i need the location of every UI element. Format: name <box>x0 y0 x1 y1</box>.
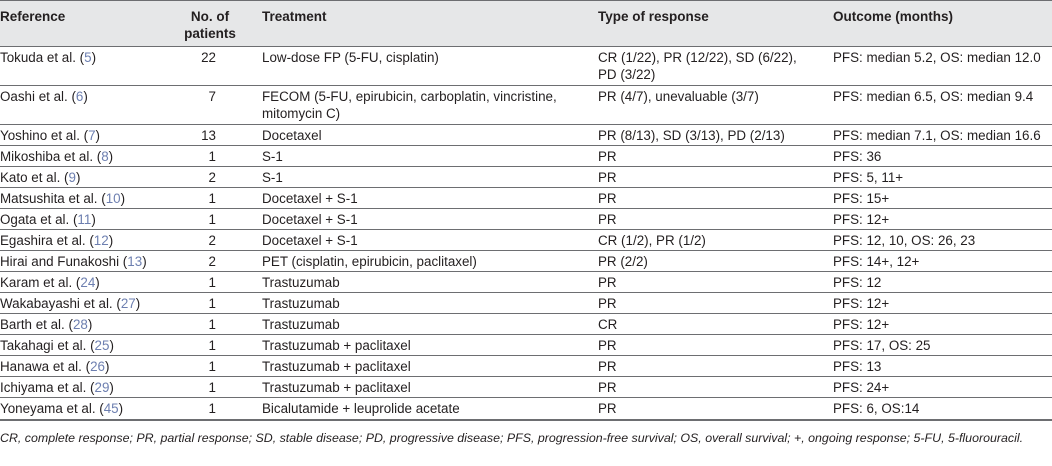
cell-num-patients: 2 <box>208 254 216 269</box>
reference-close-paren: ) <box>87 317 93 332</box>
header-reference: Reference <box>0 9 66 24</box>
cell-reference <box>0 49 96 66</box>
cell-num-patients: 2 <box>208 233 216 248</box>
reference-close-paren: ) <box>75 170 81 185</box>
cell-treatment: Trastuzumab <box>262 275 340 290</box>
header-outcome: Outcome (months) <box>833 9 953 24</box>
reference-number-link[interactable]: 24 <box>80 275 96 290</box>
cell-response: CR (1/22), PR (12/22), SD (6/22), PD (3/22) <box>598 50 797 82</box>
cell-outcome: PFS: 6, OS:14 <box>833 401 920 416</box>
cell-treatment: Docetaxel + S-1 <box>262 191 358 206</box>
cell-outcome: PFS: median 6.5, OS: median 9.4 <box>833 89 1034 104</box>
cell-reference <box>0 274 100 291</box>
cell-treatment: Low-dose FP (5-FU, cisplatin) <box>262 50 439 65</box>
cell-outcome: PFS: 12+ <box>833 212 890 227</box>
reference-number-link[interactable]: 7 <box>88 128 96 143</box>
cell-reference <box>0 211 96 228</box>
cell-outcome: PFS: 12, 10, OS: 26, 23 <box>833 233 976 248</box>
cell-response: CR (1/2), PR (1/2) <box>598 233 706 248</box>
cell-num-patients: 1 <box>208 380 216 395</box>
cell-num-patients: 1 <box>208 401 216 416</box>
cell-reference <box>0 379 114 396</box>
cell-outcome: PFS: 12+ <box>833 296 890 311</box>
cell-num-patients: 13 <box>201 128 216 143</box>
table-footnote: CR, complete response; PR, partial response; SD, stable disease; PD, progressive disease; PFS, progression-free survival; OS, overall survival; +, ongoing response; 5-FU, 5-fluorouracil. <box>0 420 1052 447</box>
cell-reference <box>0 400 123 417</box>
cell-num-patients: 1 <box>208 296 216 311</box>
cell-treatment: Trastuzumab <box>262 296 340 311</box>
reference-close-paren: ) <box>91 212 96 227</box>
cell-num-patients: 1 <box>208 359 216 374</box>
cell-outcome: PFS: 13 <box>833 359 882 374</box>
reference-text: Ichiyama et al. ( <box>0 380 95 395</box>
cell-treatment: Trastuzumab + paclitaxel <box>262 380 411 395</box>
reference-close-paren: ) <box>109 338 114 353</box>
reference-number-link[interactable]: 28 <box>72 317 88 332</box>
cell-response: PR <box>598 401 617 416</box>
cell-outcome: PFS: 12+ <box>833 317 890 332</box>
table-row <box>0 314 1052 335</box>
cell-outcome: PFS: 12 <box>833 275 882 290</box>
cell-treatment: Trastuzumab + paclitaxel <box>262 338 411 353</box>
table-row <box>0 209 1052 230</box>
header-response: Type of response <box>598 9 709 24</box>
cell-outcome: PFS: median 5.2, OS: median 12.0 <box>833 50 1041 65</box>
table-row <box>0 398 1052 420</box>
reference-close-paren: ) <box>95 275 100 290</box>
reference-number-link[interactable]: 29 <box>94 380 110 395</box>
reference-text: Hirai and Funakoshi ( <box>0 254 128 269</box>
reference-number-link[interactable]: 27 <box>120 296 136 311</box>
reference-number-link[interactable]: 9 <box>68 170 76 185</box>
cell-response: PR <box>598 191 617 206</box>
cell-num-patients: 2 <box>208 170 216 185</box>
table-body <box>0 47 1052 420</box>
reference-close-paren: ) <box>83 89 88 104</box>
reference-close-paren: ) <box>91 50 97 65</box>
cell-treatment: FECOM (5-FU, epirubicin, carboplatin, vincristine, mitomycin C) <box>262 89 557 121</box>
table-row <box>0 86 1052 125</box>
table-row <box>0 377 1052 398</box>
reference-close-paren: ) <box>118 401 124 416</box>
header-treatment: Treatment <box>262 9 327 24</box>
table-row <box>0 230 1052 251</box>
cell-response: PR <box>598 380 617 395</box>
cell-outcome: PFS: 5, 11+ <box>833 170 904 185</box>
cell-treatment: Trastuzumab <box>262 317 340 332</box>
reference-close-paren: ) <box>120 191 126 206</box>
cell-response: PR <box>598 149 617 164</box>
reference-text: Takahagi et al. ( <box>0 338 95 353</box>
table-row <box>0 47 1052 86</box>
reference-close-paren: ) <box>95 128 101 143</box>
cell-treatment: S-1 <box>262 170 283 185</box>
cell-reference <box>0 253 147 270</box>
reference-close-paren: ) <box>104 359 110 374</box>
table-row <box>0 335 1052 356</box>
table-row <box>0 272 1052 293</box>
reference-number-link[interactable]: 11 <box>77 212 92 227</box>
table-row <box>0 146 1052 167</box>
header-num-patients: No. of patients <box>184 9 236 41</box>
cell-response: CR <box>598 317 618 332</box>
reference-close-paren: ) <box>135 296 141 311</box>
reference-number-link[interactable]: 12 <box>93 233 109 248</box>
reference-text: Tokuda et al. ( <box>0 50 85 65</box>
reference-text: Ogata et al. ( <box>0 212 78 227</box>
cell-outcome: PFS: 15+ <box>833 191 890 206</box>
cell-reference <box>0 232 113 249</box>
table-row <box>0 293 1052 314</box>
reference-close-paren: ) <box>108 149 114 164</box>
reference-number-link[interactable]: 45 <box>103 401 119 416</box>
cell-response: PR (2/2) <box>598 254 648 269</box>
reference-text: Kato et al. ( <box>0 170 69 185</box>
cell-outcome: PFS: 14+, 12+ <box>833 254 920 269</box>
reference-text: Yoneyama et al. ( <box>0 401 104 416</box>
reference-number-link[interactable]: 25 <box>94 338 110 353</box>
reference-number-link[interactable]: 13 <box>127 254 143 269</box>
cell-num-patients: 1 <box>208 275 216 290</box>
reference-close-paren: ) <box>142 254 147 269</box>
cell-response: PR <box>598 338 617 353</box>
reference-number-link[interactable]: 5 <box>84 50 92 65</box>
cell-reference <box>0 169 80 186</box>
cell-response: PR <box>598 170 617 185</box>
cell-reference <box>0 337 114 354</box>
reference-text: Wakabayashi et al. ( <box>0 296 121 311</box>
cell-treatment: Docetaxel <box>262 128 322 143</box>
table-row <box>0 188 1052 209</box>
cell-response: PR <box>598 212 617 227</box>
cell-num-patients: 22 <box>201 50 216 65</box>
cell-num-patients: 1 <box>208 212 216 227</box>
cell-response: PR <box>598 275 617 290</box>
cell-num-patients: 7 <box>208 89 216 104</box>
cell-treatment: Trastuzumab + paclitaxel <box>262 359 411 374</box>
reference-close-paren: ) <box>109 380 114 395</box>
cell-treatment: Docetaxel + S-1 <box>262 233 358 248</box>
reference-text: Mikoshiba et al. ( <box>0 149 102 164</box>
reference-text: Barth et al. ( <box>0 317 73 332</box>
cell-response: PR <box>598 296 617 311</box>
reference-text: Oashi et al. ( <box>0 89 76 104</box>
cell-reference <box>0 127 100 144</box>
cell-reference <box>0 295 140 312</box>
cell-num-patients: 1 <box>208 338 216 353</box>
cell-response: PR (8/13), SD (3/13), PD (2/13) <box>598 128 785 143</box>
cell-treatment: PET (cisplatin, epirubicin, paclitaxel) <box>262 254 477 269</box>
cell-outcome: PFS: median 7.1, OS: median 16.6 <box>833 128 1041 143</box>
cell-treatment: S-1 <box>262 149 283 164</box>
reference-text: Matsushita et al. ( <box>0 191 106 206</box>
cell-reference <box>0 190 125 207</box>
cell-reference <box>0 148 113 165</box>
cell-response: PR <box>598 359 617 374</box>
reference-number-link[interactable]: 26 <box>90 359 105 374</box>
cell-treatment: Bicalutamide + leuprolide acetate <box>262 401 460 416</box>
reference-close-paren: ) <box>108 233 114 248</box>
cell-num-patients: 1 <box>208 317 216 332</box>
cell-outcome: PFS: 17, OS: 25 <box>833 338 931 353</box>
cell-num-patients: 1 <box>208 191 216 206</box>
cell-response: PR (4/7), unevaluable (3/7) <box>598 89 759 104</box>
reference-text: Hanawa et al. ( <box>0 359 91 374</box>
reference-number-link[interactable]: 8 <box>101 149 109 164</box>
table-row <box>0 167 1052 188</box>
cell-reference <box>0 358 109 375</box>
cell-reference <box>0 88 88 105</box>
table-header <box>0 0 1052 47</box>
cell-outcome: PFS: 36 <box>833 149 882 164</box>
table-row <box>0 125 1052 146</box>
cell-treatment: Docetaxel + S-1 <box>262 212 358 227</box>
reference-text: Karam et al. ( <box>0 275 81 290</box>
cell-outcome: PFS: 24+ <box>833 380 890 395</box>
table-row <box>0 356 1052 377</box>
reference-text: Egashira et al. ( <box>0 233 94 248</box>
table-row <box>0 251 1052 272</box>
reference-number-link[interactable]: 10 <box>105 191 121 206</box>
cell-num-patients: 1 <box>208 149 216 164</box>
reference-number-link[interactable]: 6 <box>75 89 84 104</box>
reference-text: Yoshino et al. ( <box>0 128 89 143</box>
cell-reference <box>0 316 92 333</box>
